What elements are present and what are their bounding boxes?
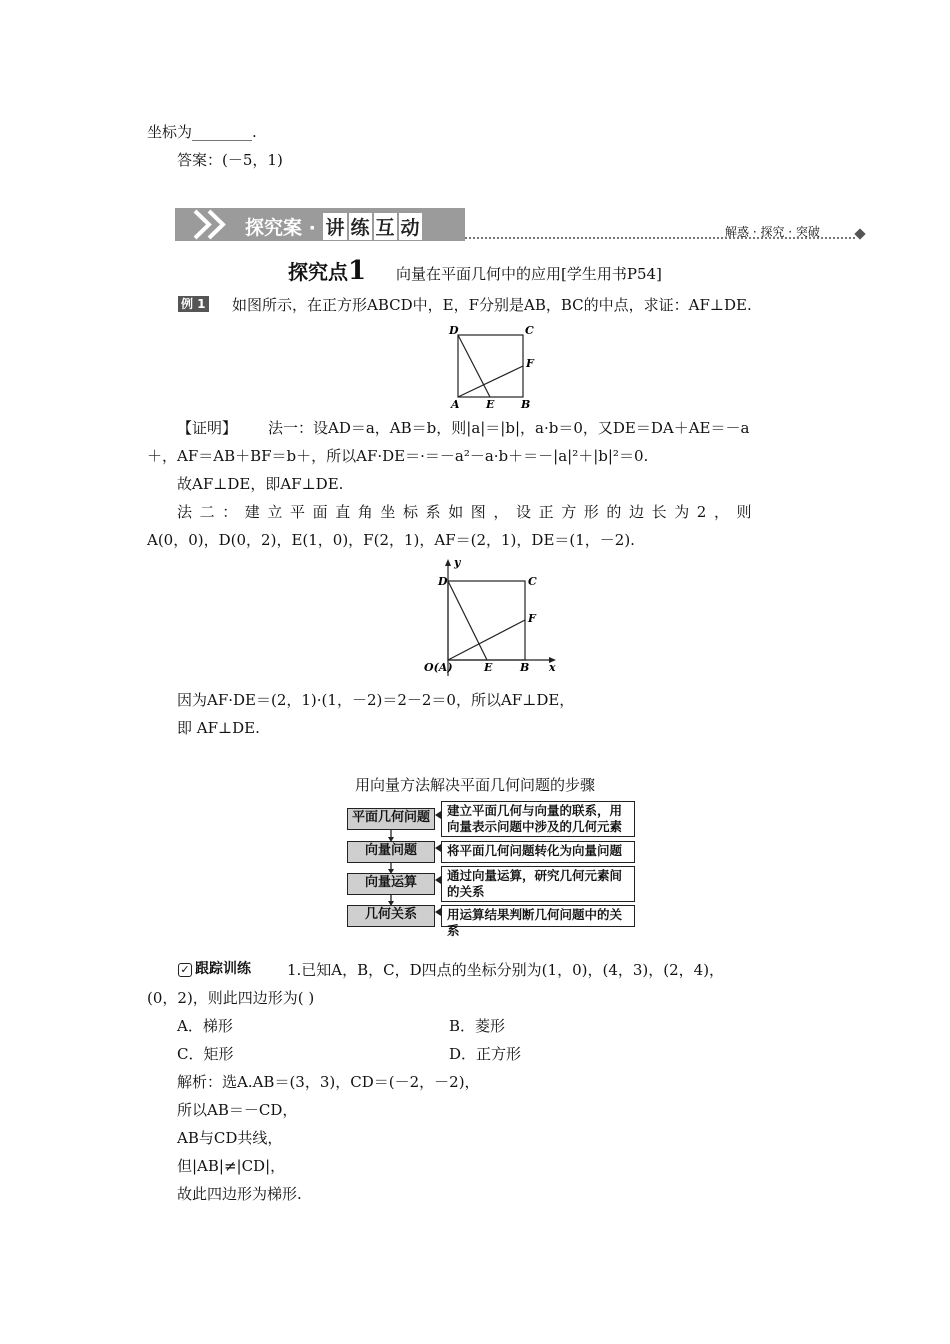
solution-line-4: 但|AB|≠|CD|，: [177, 1157, 286, 1175]
banner-char: 动: [399, 213, 422, 240]
example-badge: 例 1: [178, 296, 209, 312]
label-B: B: [521, 398, 531, 411]
flow-desc-1: 建立平面几何与向量的联系，用向量表示问题中涉及的几何元素: [441, 801, 635, 837]
banner-dot: ·: [308, 217, 316, 239]
question-1: 1.已知A，B，C，D四点的坐标分别为(1，0)，(4，3)，(2，4)，: [287, 961, 725, 979]
section-title: 探究点: [288, 260, 348, 284]
flow-connectors: [340, 795, 640, 935]
proof-line-3: 故AF⊥DE，即AF⊥DE.: [177, 475, 344, 493]
proof-head: 【证明】: [177, 419, 238, 437]
axis-y-label: y: [454, 556, 461, 569]
proof-line-6: 因为AF·DE＝(2，1)·(1，－2)＝2－2＝0，所以AF⊥DE，: [177, 691, 575, 709]
banner-char: 讲: [323, 213, 346, 240]
banner-title: [245, 213, 423, 240]
option-a[interactable]: A．梯形: [177, 1017, 233, 1035]
banner-char: 互: [374, 213, 397, 240]
label-E: E: [486, 398, 495, 411]
check-icon: ✓: [178, 963, 192, 977]
banner-char: 练: [349, 213, 372, 240]
coordinate-figure: [422, 556, 562, 681]
solution-line-3: AB与CD共线，: [177, 1129, 283, 1147]
section-subtitle: 向量在平面几何中的应用[学生用书P54]: [396, 265, 662, 283]
flow-title: 用向量方法解决平面几何问题的步骤: [355, 776, 596, 794]
label-B2: B: [520, 661, 530, 674]
label-F: F: [526, 357, 534, 370]
flow-desc-4: 用运算结果判断几何问题中的关系: [441, 905, 635, 927]
solution-line-1: 解析：选A.AB＝(3，3)，CD＝(－2，－2)，: [177, 1073, 480, 1091]
proof-line-4: 法二：建立平面直角坐标系如图，设正方形的边长为2，则: [177, 503, 760, 521]
section-number: 1: [348, 256, 367, 286]
label-OA: O(A): [424, 661, 453, 674]
example-text: 如图所示，在正方形ABCD中，E，F分别是AB，BC的中点，求证：AF⊥DE.: [232, 296, 752, 314]
tracking-label-text: 跟踪训练: [195, 961, 251, 977]
label-D: D: [449, 324, 459, 337]
tracking-label: [178, 958, 251, 978]
square-figure: [445, 322, 545, 412]
label-D2: D: [438, 575, 448, 588]
proof-line-1: 法一：设AD＝a，AB＝b，则|a|＝|b|，a·b＝0，又DE＝DA＋AE＝－a: [268, 419, 750, 437]
flow-step-2: 向量问题: [347, 841, 435, 863]
flow-desc-3: 通过向量运算，研究几何元素间的关系: [441, 866, 635, 902]
banner-right-text: 解惑 · 探究 · 突破: [725, 225, 820, 239]
answer-line: 答案：(－5，1): [177, 151, 283, 169]
option-d[interactable]: D．正方形: [449, 1045, 522, 1063]
label-C2: C: [528, 575, 537, 588]
label-F2: F: [528, 612, 536, 625]
blank-line: 坐标为________.: [147, 123, 257, 141]
label-E2: E: [484, 661, 493, 674]
flow-desc-2: 将平面几何问题转化为向量问题: [441, 841, 635, 863]
label-C: C: [525, 324, 534, 337]
solution-line-2: 所以AB＝－CD，: [177, 1101, 298, 1119]
axis-x-label: x: [549, 661, 556, 674]
flow-step-1: 平面几何问题: [347, 808, 435, 830]
proof-line-5: A(0，0)，D(0，2)，E(1，0)，F(2，1)，AF＝(2，1)，DE＝(1，－2).: [147, 531, 635, 549]
section-heading: [288, 256, 366, 286]
option-b[interactable]: B．菱形: [449, 1017, 506, 1035]
solution-line-5: 故此四边形为梯形.: [177, 1185, 302, 1203]
option-c[interactable]: C．矩形: [177, 1045, 234, 1063]
question-1-cont: (0，2)，则此四边形为( ): [147, 989, 315, 1007]
proof-line-2: ＋，AF＝AB＋BF＝b＋，所以AF·DE＝·＝－a²－a·b＋＝－|a|²＋|b|²＝0.: [147, 447, 649, 465]
diamond-icon: [854, 228, 865, 239]
proof-line-7: 即 AF⊥DE.: [177, 719, 260, 737]
flow-step-4: 几何关系: [347, 905, 435, 927]
label-A: A: [451, 398, 460, 411]
flow-step-3: 向量运算: [347, 873, 435, 895]
banner-label: 探究案: [245, 217, 303, 239]
chevron-icon: [187, 208, 247, 241]
